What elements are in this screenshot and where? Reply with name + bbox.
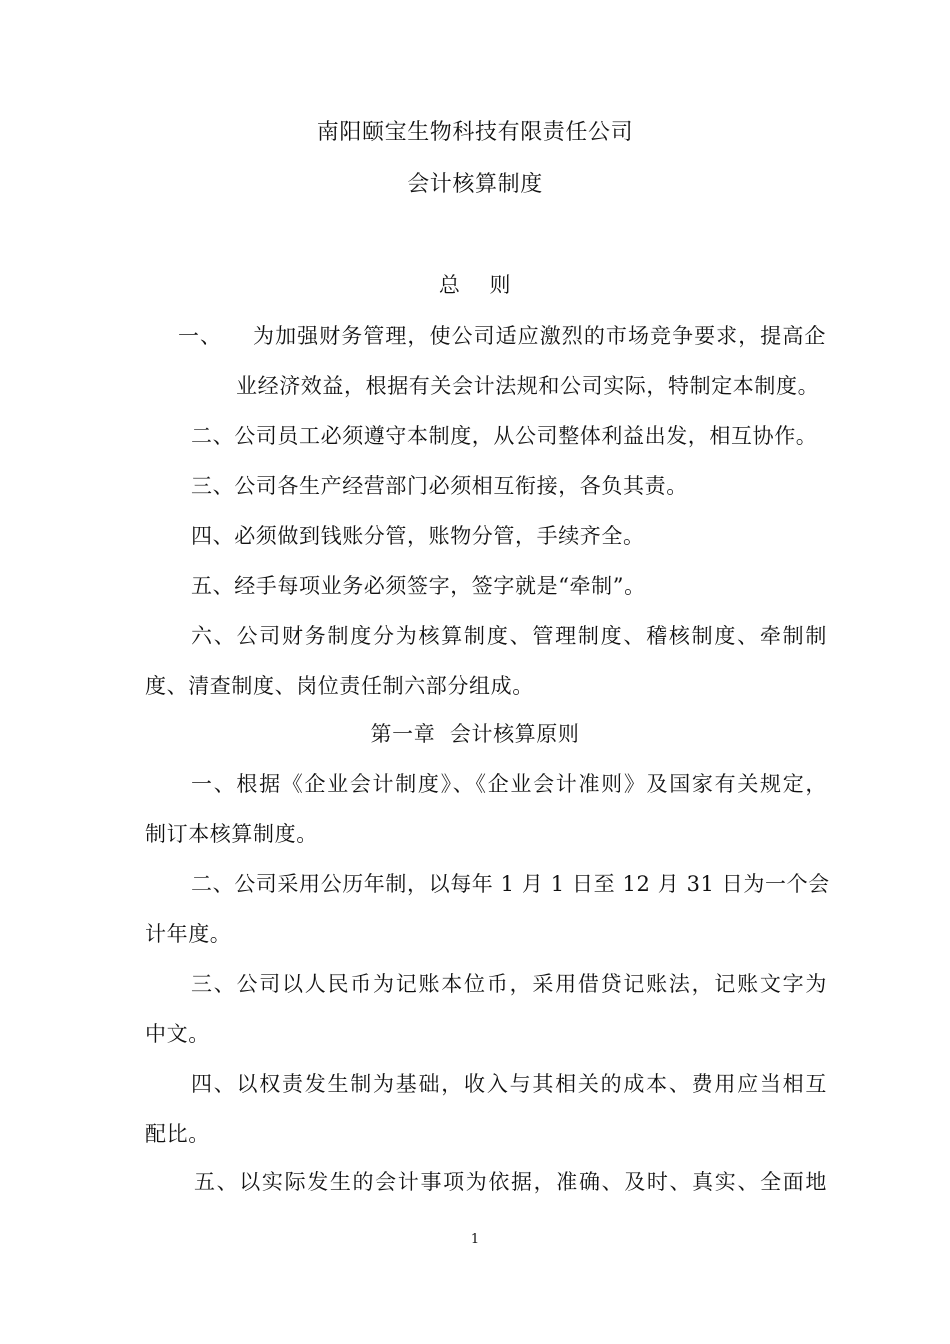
general-item-3: 三、公司各生产经营部门必须相互衔接，各负其责。 xyxy=(191,474,688,498)
general-item-6-line-2: 度、清查制度、岗位责任制六部分组成。 xyxy=(145,674,534,698)
chapter-1-item-4-line-2: 配比。 xyxy=(145,1122,210,1146)
document-title: 会计核算制度 xyxy=(407,172,543,197)
chapter-1-item-2-line-1: 二、公司采用公历年制，以每年 1 月 1 日至 12 月 31 日为一个会 xyxy=(191,872,830,896)
chapter-1-item-2-line-2: 计年度。 xyxy=(145,922,232,946)
chapter-1-heading: 第一章 会计核算原则 xyxy=(370,722,580,746)
chapter-1-item-3-line-2: 中文。 xyxy=(145,1022,210,1046)
company-name: 南阳颐宝生物科技有限责任公司 xyxy=(316,120,634,145)
general-item-1-line-1: 一、 为加强财务管理，使公司适应激烈的市场竞争要求，提高企 xyxy=(178,324,826,348)
page-number: 1 xyxy=(470,1232,480,1247)
chapter-1-item-1-line-2: 制订本核算制度。 xyxy=(145,822,318,846)
chapter-1-item-5-line-1: 五、以实际发生的会计事项为依据，准确、及时、真实、全面地 xyxy=(194,1170,827,1194)
general-item-2: 二、公司员工必须遵守本制度，从公司整体利益出发，相互协作。 xyxy=(191,424,818,448)
general-item-6-line-1: 六、公司财务制度分为核算制度、管理制度、稽核制度、牵制制 xyxy=(191,624,827,648)
chapter-1-item-4-line-1: 四、以权责发生制为基础，收入与其相关的成本、费用应当相互 xyxy=(191,1072,827,1096)
general-principles-heading: 总 则 xyxy=(438,273,512,297)
general-item-1-line-2: 业经济效益，根据有关会计法规和公司实际，特制定本制度。 xyxy=(236,374,820,398)
general-item-4: 四、必须做到钱账分管，账物分管，手续齐全。 xyxy=(191,524,645,548)
chapter-1-item-3-line-1: 三、公司以人民币为记账本位币，采用借贷记账法，记账文字为 xyxy=(191,972,827,996)
general-item-5: 五、经手每项业务必须签字，签字就是“牵制”。 xyxy=(191,574,646,598)
chapter-1-item-1-line-1: 一、根据《企业会计制度》、《企业会计准则》及国家有关规定， xyxy=(191,772,827,796)
